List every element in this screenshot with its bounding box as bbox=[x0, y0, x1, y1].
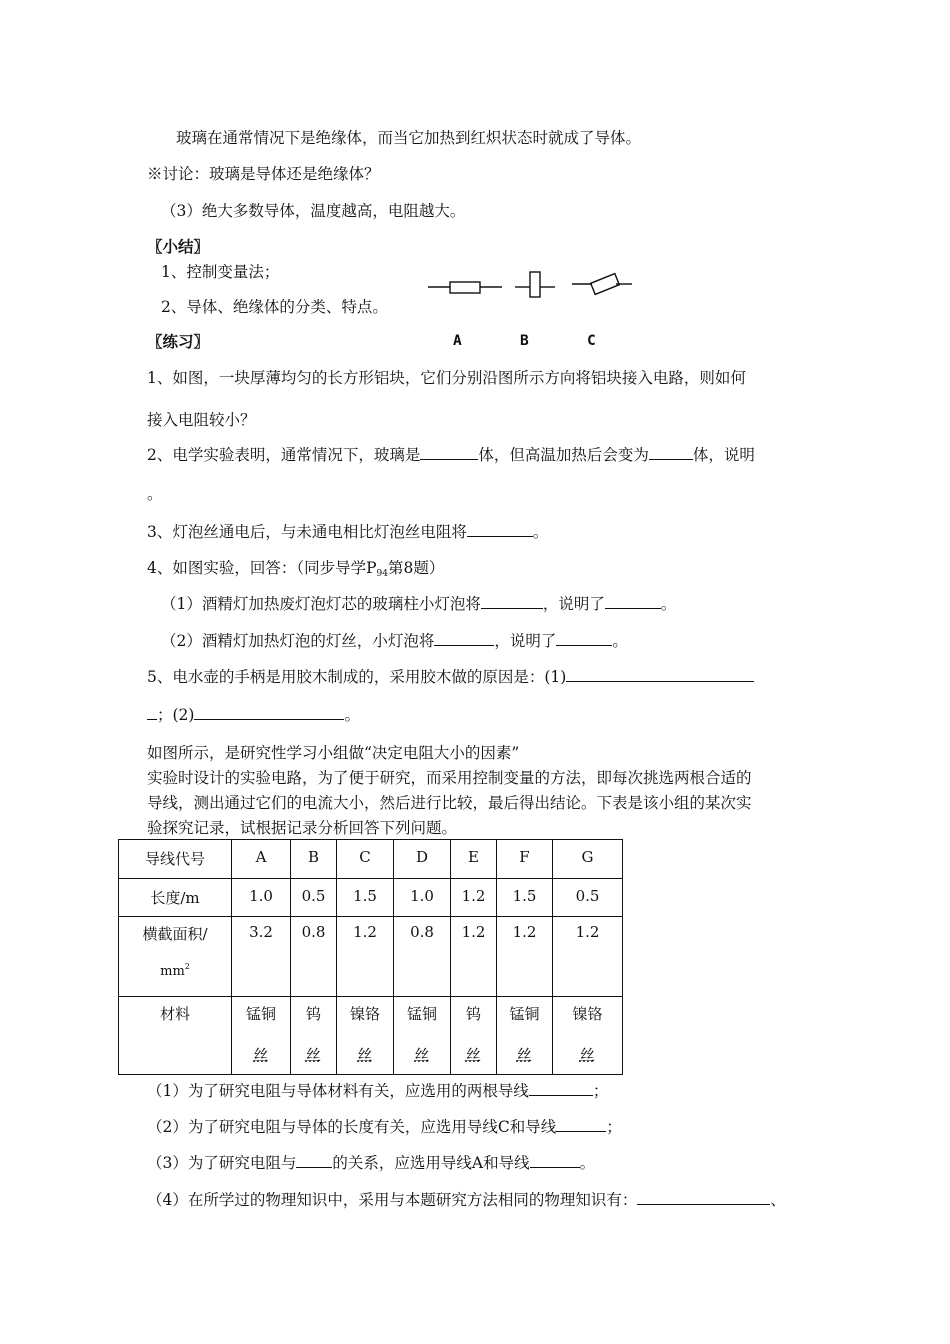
question-3-blank-1[interactable] bbox=[296, 1153, 332, 1168]
area-unit-sup: 2 bbox=[184, 962, 190, 971]
aluminum-block-figures bbox=[420, 262, 640, 306]
table-row-material bbox=[119, 997, 623, 1075]
length-cell: 0.5 bbox=[553, 879, 623, 917]
material-name: 锰铜 bbox=[245, 1005, 276, 1023]
question-2-text: （2）为了研究电阻与导体的长度有关，应选用导线C和导线 bbox=[147, 1118, 557, 1136]
question-1-end: ； bbox=[592, 1082, 609, 1100]
q3-line bbox=[147, 522, 548, 542]
intro-line: 玻璃在通常情况下是绝缘体，而当它加热到红炽状态时就成了导体。 bbox=[176, 129, 642, 147]
code-cell: D bbox=[394, 840, 451, 879]
code-cell: F bbox=[497, 840, 553, 879]
question-2 bbox=[147, 1117, 622, 1137]
question-1-blank[interactable] bbox=[529, 1081, 593, 1096]
q1-line-1: 1、如图，一块厚薄均匀的长方形铝块，它们分别沿图所示方向将铝块接入电路，则如何 bbox=[147, 369, 746, 387]
material-suffix: 丝 bbox=[305, 1046, 321, 1064]
q4-1-text-b: ，说明了 bbox=[542, 595, 605, 613]
area-cell: 0.8 bbox=[291, 917, 337, 997]
experiment-line-2: 实验时设计的实验电路，为了便于研究，而采用控制变量的方法，即每次挑选两根合适的 bbox=[147, 769, 752, 787]
figure-c-resistor bbox=[572, 274, 632, 295]
summary-item-1: 1、控制变量法； bbox=[161, 263, 280, 281]
experiment-line-1: 如图所示，是研究性学习小组做“决定电阻大小的因素” bbox=[147, 744, 520, 762]
q2-line-2: 。 bbox=[147, 485, 163, 503]
material-suffix: 丝 bbox=[253, 1046, 269, 1064]
q4-1-blank-1[interactable] bbox=[481, 594, 543, 609]
code-cell: B bbox=[291, 840, 337, 879]
q4-2-text-b: ，说明了 bbox=[494, 632, 557, 650]
question-3-text-b: 的关系，应选用导线A和导线 bbox=[332, 1154, 530, 1172]
row-header-code: 导线代号 bbox=[119, 840, 232, 879]
q4-1-text-c: 。 bbox=[660, 595, 677, 613]
question-4-blank[interactable] bbox=[637, 1190, 770, 1205]
q5-text-c: 。 bbox=[344, 706, 360, 724]
figure-label-b: B bbox=[520, 333, 529, 349]
material-cell bbox=[337, 997, 394, 1075]
q4-2-text-c: 。 bbox=[612, 632, 628, 650]
code-cell: C bbox=[337, 840, 394, 879]
question-2-blank[interactable] bbox=[556, 1117, 606, 1132]
material-suffix: 丝 bbox=[579, 1046, 595, 1064]
material-name: 锰铜 bbox=[509, 1005, 540, 1023]
q4-2-blank-2[interactable] bbox=[556, 631, 612, 646]
area-cell: 0.8 bbox=[394, 917, 451, 997]
question-3-text-a: （3）为了研究电阻与 bbox=[147, 1154, 297, 1172]
question-4 bbox=[147, 1190, 786, 1210]
question-4-text: （4）在所学过的物理知识中，采用与本题研究方法相同的物理知识有： bbox=[147, 1191, 638, 1209]
table-row-area bbox=[119, 917, 623, 997]
material-name: 钨 bbox=[305, 1005, 321, 1023]
point-3: （3）绝大多数导体，温度越高，电阻越大。 bbox=[161, 202, 466, 220]
q2-text-b: 体，但高温加热后会变为 bbox=[478, 446, 649, 464]
length-cell: 1.2 bbox=[451, 879, 497, 917]
material-cell bbox=[451, 997, 497, 1075]
q4-1-text-a: （1）酒精灯加热废灯泡灯芯的玻璃柱小灯泡将 bbox=[161, 595, 481, 613]
q2-text-a: 2、电学实验表明，通常情况下，玻璃是 bbox=[147, 446, 421, 464]
material-cell bbox=[497, 997, 553, 1075]
q2-line bbox=[147, 445, 755, 465]
summary-item-2: 2、导体、绝缘体的分类、特点。 bbox=[161, 298, 388, 316]
question-2-end: ； bbox=[606, 1118, 622, 1136]
figure-label-c: C bbox=[587, 333, 596, 349]
area-cell: 1.2 bbox=[337, 917, 394, 997]
material-suffix: 丝 bbox=[414, 1046, 430, 1064]
area-cell: 3.2 bbox=[232, 917, 291, 997]
q2-text-c: 体，说明 bbox=[692, 446, 755, 464]
table-row-length bbox=[119, 879, 623, 917]
q4-2-line bbox=[161, 631, 628, 651]
length-cell: 1.5 bbox=[497, 879, 553, 917]
practice-heading: 〖练习〗 bbox=[147, 332, 210, 351]
length-cell: 1.0 bbox=[232, 879, 291, 917]
figure-label-a: A bbox=[453, 333, 462, 349]
summary-heading: 〖小结〗 bbox=[147, 237, 210, 256]
material-cell bbox=[553, 997, 623, 1075]
material-name: 锰铜 bbox=[406, 1005, 437, 1023]
q5-text-b: ；(2) bbox=[157, 706, 195, 724]
q3-text-b: 。 bbox=[532, 523, 549, 541]
question-1-text: （1）为了研究电阻与导体材料有关，应选用的两根导线 bbox=[147, 1082, 529, 1100]
table-row-codes bbox=[119, 840, 623, 879]
q5-blank-1[interactable] bbox=[566, 667, 754, 682]
material-cell bbox=[394, 997, 451, 1075]
q4-2-text-a: （2）酒精灯加热灯泡的灯丝，小灯泡将 bbox=[161, 632, 435, 650]
question-3-blank-2[interactable] bbox=[530, 1153, 580, 1168]
row-header-material: 材料 bbox=[119, 997, 232, 1075]
material-name: 镍铬 bbox=[572, 1005, 603, 1023]
area-cell: 1.2 bbox=[451, 917, 497, 997]
material-suffix: 丝 bbox=[357, 1046, 373, 1064]
q3-blank[interactable] bbox=[467, 522, 533, 537]
q5-text-a: 5、电水壶的手柄是用胶木制成的，采用胶木做的原因是：(1) bbox=[147, 668, 567, 686]
material-suffix: 丝 bbox=[465, 1046, 481, 1064]
q4-1-blank-2[interactable] bbox=[605, 594, 661, 609]
q4-1-line bbox=[161, 594, 676, 614]
experiment-line-3: 导线，测出通过它们的电流大小，然后进行比较，最后得出结论。下表是该小组的某次实 bbox=[147, 794, 752, 812]
area-cell: 1.2 bbox=[553, 917, 623, 997]
material-cell bbox=[232, 997, 291, 1075]
question-4-end: 、 bbox=[770, 1191, 786, 1209]
q5-blank-2[interactable] bbox=[194, 705, 344, 720]
discussion-line: ※讨论：玻璃是导体还是绝缘体？ bbox=[147, 165, 380, 183]
length-cell: 1.5 bbox=[337, 879, 394, 917]
q4-text-a: 4、如图实验，回答：（同步导学P bbox=[147, 559, 377, 577]
material-cell bbox=[291, 997, 337, 1075]
question-3 bbox=[147, 1153, 595, 1173]
code-cell: G bbox=[553, 840, 623, 879]
wire-data-table bbox=[118, 839, 623, 1075]
length-cell: 1.0 bbox=[394, 879, 451, 917]
q5-line bbox=[147, 667, 754, 687]
experiment-line-4: 验探究记录，试根据记录分析回答下列问题。 bbox=[147, 819, 458, 837]
q5-line-2 bbox=[147, 705, 360, 725]
material-suffix: 丝 bbox=[516, 1046, 532, 1064]
code-cell: A bbox=[232, 840, 291, 879]
q4-page-sub: 94 bbox=[376, 569, 388, 579]
material-name: 钨 bbox=[465, 1005, 481, 1023]
q2-blank-1[interactable] bbox=[420, 445, 478, 460]
figure-a-resistor bbox=[428, 282, 502, 293]
area-cell: 1.2 bbox=[497, 917, 553, 997]
q4-line bbox=[147, 558, 444, 584]
row-header-length: 长度/m bbox=[119, 879, 232, 917]
question-3-end: 。 bbox=[579, 1154, 596, 1172]
q1-line-2: 接入电阻较小？ bbox=[147, 411, 256, 429]
question-1 bbox=[147, 1081, 608, 1101]
q3-text-a: 3、灯泡丝通电后，与未通电相比灯泡丝电阻将 bbox=[147, 523, 467, 541]
q2-blank-2[interactable] bbox=[649, 445, 693, 460]
q5-blank-1-cont[interactable] bbox=[147, 705, 157, 720]
area-unit-text: mm bbox=[160, 964, 185, 979]
area-unit bbox=[160, 962, 190, 979]
row-header-area bbox=[119, 917, 232, 997]
q4-text-b: 第8题） bbox=[388, 559, 445, 577]
material-name: 镍铬 bbox=[349, 1005, 380, 1023]
figure-b-resistor bbox=[515, 272, 555, 297]
length-cell: 0.5 bbox=[291, 879, 337, 917]
area-label: 横截面积/ bbox=[142, 925, 208, 943]
code-cell: E bbox=[451, 840, 497, 879]
q4-2-blank-1[interactable] bbox=[434, 631, 494, 646]
